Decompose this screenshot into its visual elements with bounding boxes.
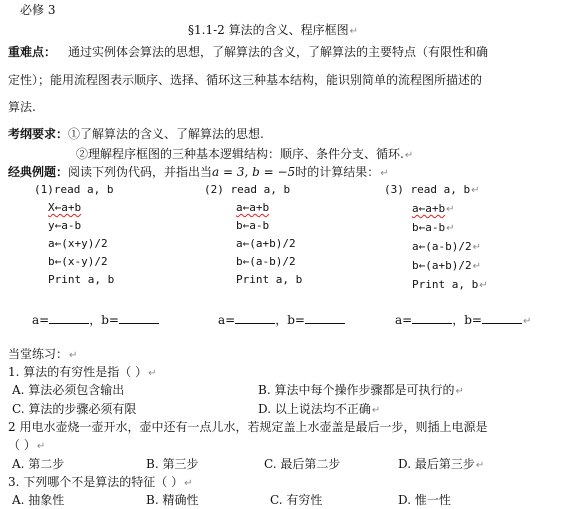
program-2-line-4: a←(a+b)/2: [236, 237, 296, 250]
paragraph-mark-icon: ↵: [371, 405, 381, 416]
paragraph-mark-icon: ↵: [475, 460, 485, 471]
course-label: 必修 3: [20, 3, 56, 17]
q1-stem: 1. 算法的有穷性是指（ ）↵: [8, 365, 157, 379]
program-3-line-1: (3) read a, b↵: [384, 183, 480, 196]
program-1-line-4: a←(x+y)/2: [48, 237, 108, 250]
q2-option-b[interactable]: B. 第三步: [146, 457, 199, 471]
program-3-line-2: a←a+b↵: [412, 202, 455, 215]
program-2-line-1: (2) read a, b: [204, 183, 291, 196]
q3-option-b[interactable]: B. 精确性: [146, 493, 199, 507]
answer-blank[interactable]: [482, 312, 522, 324]
paragraph-mark-icon: ↵: [446, 204, 455, 215]
q2-option-c[interactable]: C. 最后第二步: [264, 457, 341, 471]
paragraph-mark-icon: ↵: [471, 185, 480, 196]
program-2: [204, 183, 302, 287]
requirements-line1: 考纲要求：①了解算法的含义、了解算法的思想.: [8, 127, 264, 141]
answer-blank[interactable]: [235, 312, 275, 324]
program-3-line-5: b←(a+b)/2↵: [412, 259, 481, 272]
program-2-line-6: Print a, b: [236, 273, 303, 286]
paragraph-mark-icon: ↵: [404, 150, 414, 161]
paragraph-mark-icon: ↵: [148, 368, 157, 379]
paragraph-mark-icon: ↵: [184, 478, 193, 489]
program-1-line-2: X←a+b: [48, 201, 82, 214]
q1-option-c[interactable]: C. 算法的步骤必须有限: [12, 402, 137, 416]
paragraph-mark-icon: ↵: [349, 26, 358, 37]
q2-stem-line2: （ ）↵: [8, 438, 46, 452]
q2-option-d[interactable]: D. 最后第三步↵: [398, 457, 485, 471]
examples-prompt: 经典例题：阅读下列伪代码，并指出当a = 3, b = −5时的计算结果：↵: [8, 165, 389, 179]
q3-option-a[interactable]: A. 抽象性: [12, 493, 65, 507]
program-1-line-6: Print a, b: [48, 273, 115, 286]
program-2-line-5: b←(a-b)/2: [236, 255, 296, 268]
program-3-line-4: a←(a-b)/2↵: [412, 240, 481, 253]
program-2-line-2: a←a+b: [236, 201, 270, 214]
program-1-line-3: y←a-b: [48, 219, 82, 232]
practice-label: 当堂练习：↵: [8, 347, 78, 361]
paragraph-mark-icon: ↵: [522, 316, 532, 327]
answer-blank[interactable]: [119, 312, 159, 324]
q3-option-d[interactable]: D. 惟一性: [398, 493, 451, 507]
result-3: a= ，b= ↵: [395, 313, 532, 327]
answer-blank[interactable]: [305, 312, 345, 324]
answer-blank[interactable]: [49, 312, 89, 324]
key-points-line1: 重难点： 通过实例体会算法的思想，了解算法的含义，了解算法的主要特点（有限性和确: [8, 45, 489, 59]
program-1-line-1: (1)read a, b: [34, 183, 114, 196]
q2-option-a[interactable]: A. 第二步: [12, 457, 65, 471]
paragraph-mark-icon: ↵: [446, 223, 455, 234]
section-title: §1.1-2 算法的含义、程序框图↵: [188, 23, 358, 37]
q1-option-b[interactable]: B. 算法中每个操作步骤都是可执行的↵: [258, 383, 464, 397]
program-1: [34, 183, 114, 287]
program-3: [384, 183, 488, 293]
key-points-line3: 算法.: [8, 100, 36, 114]
q1-option-a[interactable]: A. 算法必须包含输出: [12, 383, 125, 397]
q1-option-d[interactable]: D. 以上说法均不正确↵: [258, 402, 381, 416]
paragraph-mark-icon: ↵: [472, 242, 481, 253]
q2-stem-line1: 2 用电水壶烧一壶开水，壶中还有一点儿水，若规定盖上水壶盖是最后一步，则插上电源是: [8, 420, 488, 434]
paragraph-mark-icon: ↵: [479, 280, 488, 291]
answer-blank[interactable]: [412, 312, 452, 324]
program-2-line-3: b←a-b: [236, 219, 270, 232]
paragraph-mark-icon: ↵: [455, 386, 464, 397]
q3-option-c[interactable]: C. 有穷性: [270, 493, 323, 507]
paragraph-mark-icon: ↵: [36, 441, 46, 452]
program-3-line-3: b←a-b↵: [412, 221, 455, 234]
q3-stem: 3. 下列哪个不是算法的特征（ ）↵: [8, 475, 193, 489]
requirements-line2: ②理解程序框图的三种基本逻辑结构：顺序、条件分支、循环.↵: [76, 147, 414, 161]
paragraph-mark-icon: ↵: [472, 261, 481, 272]
result-2: a= ，b=: [218, 312, 345, 328]
program-3-line-6: Print a, b↵: [412, 278, 488, 291]
program-1-line-5: b←(x-y)/2: [48, 255, 108, 268]
key-points-line2: 定性）；能用流程图表示顺序、选择、循环这三种基本结构，能识别简单的流程图所描述的: [8, 73, 483, 87]
paragraph-mark-icon: ↵: [69, 350, 78, 361]
paragraph-mark-icon: ↵: [380, 168, 389, 179]
result-1: a= ，b=: [32, 312, 159, 328]
